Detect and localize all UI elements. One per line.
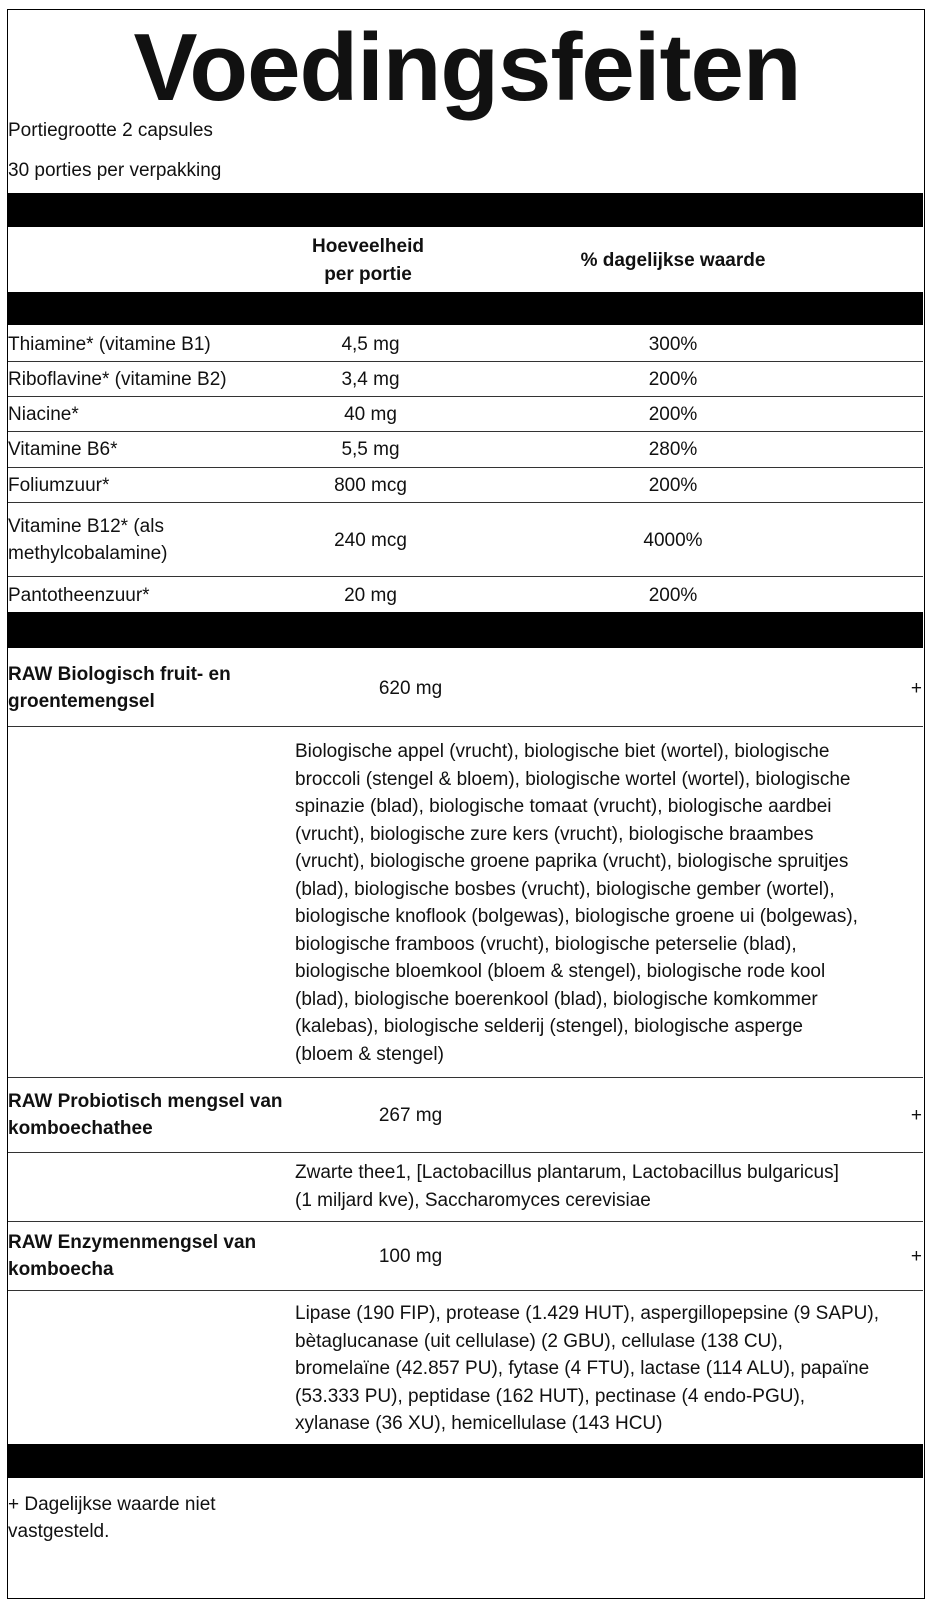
vitamin-amount: 4,5 mg [341, 334, 400, 355]
blend-name-line2: komboecha [8, 1259, 114, 1280]
row-divider [8, 431, 923, 432]
description-line: xylanase (36 XU), hemicellulase (143 HCU) [295, 1413, 663, 1434]
header-amount-line1: Hoeveelheid [312, 236, 424, 257]
footnote-line2: vastgesteld. [8, 1521, 110, 1542]
serving-size: Portiegrootte 2 capsules [8, 120, 213, 141]
description-line: (1 miljard kve), Saccharomyces cerevisiae [295, 1189, 651, 1211]
vitamin-amount: 800 mcg [334, 475, 407, 496]
description-line: (blad), biologische bosbes (vrucht), biologische gember (wortel), [295, 878, 835, 900]
description-line: biologische bloemkool (bloem & stengel), biologische rode kool [295, 961, 826, 982]
vitamin-amount: 240 mcg [334, 530, 407, 551]
vitamin-dv: 200% [648, 585, 698, 606]
thick-divider [8, 292, 923, 325]
vitamin-dv: 200% [648, 369, 698, 390]
blend-amount: 100 mg [378, 1246, 443, 1267]
vitamin-name: Pantotheenzuur* [8, 585, 150, 606]
thick-divider [8, 1444, 923, 1478]
blend-name-line1: RAW Enzymenmengsel van [8, 1232, 257, 1253]
nutrition-facts-panel [7, 9, 925, 1599]
row-divider [8, 576, 923, 577]
blend-name-line2: groentemengsel [8, 691, 155, 712]
blend-name [8, 661, 231, 715]
row-divider [8, 726, 923, 727]
description-line: (bloem & stengel) [295, 1043, 444, 1065]
vitamin-dv: 4000% [643, 530, 703, 551]
blend-name-line1: RAW Biologisch fruit- en [8, 664, 231, 685]
column-header-amount [278, 233, 458, 289]
vitamin-name: Thiamine* (vitamine B1) [8, 334, 211, 355]
row-divider [8, 1077, 923, 1078]
vitamin-dv: 200% [648, 404, 698, 425]
row-divider [8, 1221, 923, 1222]
footnote [8, 1491, 216, 1545]
vitamin-name [8, 513, 167, 567]
blend-amount: 267 mg [378, 1105, 443, 1126]
description-line: spinazie (blad), biologische tomaat (vrucht), biologische aardbei [295, 796, 832, 817]
description-line: (53.333 PU), peptidase (162 HUT), pectinase (4 endo-PGU), [295, 1385, 806, 1407]
blend-name-line2: komboechathee [8, 1118, 153, 1139]
blend-dv: + [910, 1246, 922, 1267]
description-line: (kalebas), biologische selderij (stengel), biologische asperge [295, 1016, 803, 1037]
vitamin-name: Vitamine B6* [8, 439, 118, 460]
vitamin-name: Niacine* [8, 404, 79, 425]
description-line: biologische knoflook (bolgewas), biologische groene ui (bolgewas), [295, 906, 858, 927]
vitamin-dv: 200% [648, 475, 698, 496]
footnote-line1: + Dagelijkse waarde niet [8, 1494, 216, 1515]
vitamin-name: Foliumzuur* [8, 475, 110, 496]
blend-description [295, 1159, 921, 1214]
thick-divider [8, 612, 923, 648]
blend-name [8, 1229, 256, 1283]
vitamin-dv: 280% [648, 439, 698, 460]
row-divider [8, 1152, 923, 1153]
description-line: (vrucht), biologische zure kers (vrucht), biologische braambes [295, 823, 814, 845]
thick-divider [8, 193, 923, 227]
vitamin-amount: 5,5 mg [341, 439, 400, 460]
row-divider [8, 467, 923, 468]
description-line: Zwarte thee1, [Lactobacillus plantarum, Lactobacillus bulgaricus] [295, 1162, 839, 1183]
servings-per-container: 30 porties per verpakking [8, 160, 222, 181]
blend-amount: 620 mg [378, 678, 443, 699]
vitamin-amount: 20 mg [344, 585, 397, 606]
vitamin-name-line2: methylcobalamine) [8, 543, 168, 564]
description-line: bètaglucanase (uit cellulase) (2 GBU), cellulase (138 CU), [295, 1330, 783, 1352]
vitamin-amount: 3,4 mg [341, 369, 400, 390]
description-line: bromelaïne (42.857 PU), fytase (4 FTU), lactase (114 ALU), papaïne [295, 1358, 870, 1379]
row-divider [8, 502, 923, 503]
blend-description [295, 738, 921, 1068]
description-line: (blad), biologische boerenkool (blad), biologische komkommer [295, 988, 818, 1010]
vitamin-amount: 40 mg [344, 404, 397, 425]
row-divider [8, 396, 923, 397]
row-divider [8, 1290, 923, 1291]
description-line: broccoli (stengel & bloem), biologische wortel (wortel), biologische [295, 768, 851, 790]
vitamin-dv: 300% [648, 334, 698, 355]
panel-title: Voedingsfeiten [133, 14, 801, 121]
blend-name [8, 1088, 283, 1142]
blend-dv: + [910, 1105, 922, 1126]
blend-description [295, 1300, 921, 1438]
vitamin-name-line1: Vitamine B12* (als [8, 516, 164, 537]
header-amount-line2: per portie [324, 264, 412, 285]
blend-dv: + [910, 678, 922, 699]
description-line: Lipase (190 FIP), protease (1.429 HUT), aspergillopepsine (9 SAPU), [295, 1303, 879, 1324]
description-line: biologische framboos (vrucht), biologische peterselie (blad), [295, 933, 797, 955]
column-header-dv: % dagelijkse waarde [580, 250, 766, 271]
blend-name-line1: RAW Probiotisch mengsel van [8, 1091, 283, 1112]
row-divider [8, 361, 923, 362]
vitamin-name: Riboflavine* (vitamine B2) [8, 369, 227, 390]
description-line: (vrucht), biologische groene paprika (vrucht), biologische spruitjes [295, 851, 849, 872]
description-line: Biologische appel (vrucht), biologische biet (wortel), biologische [295, 741, 830, 762]
